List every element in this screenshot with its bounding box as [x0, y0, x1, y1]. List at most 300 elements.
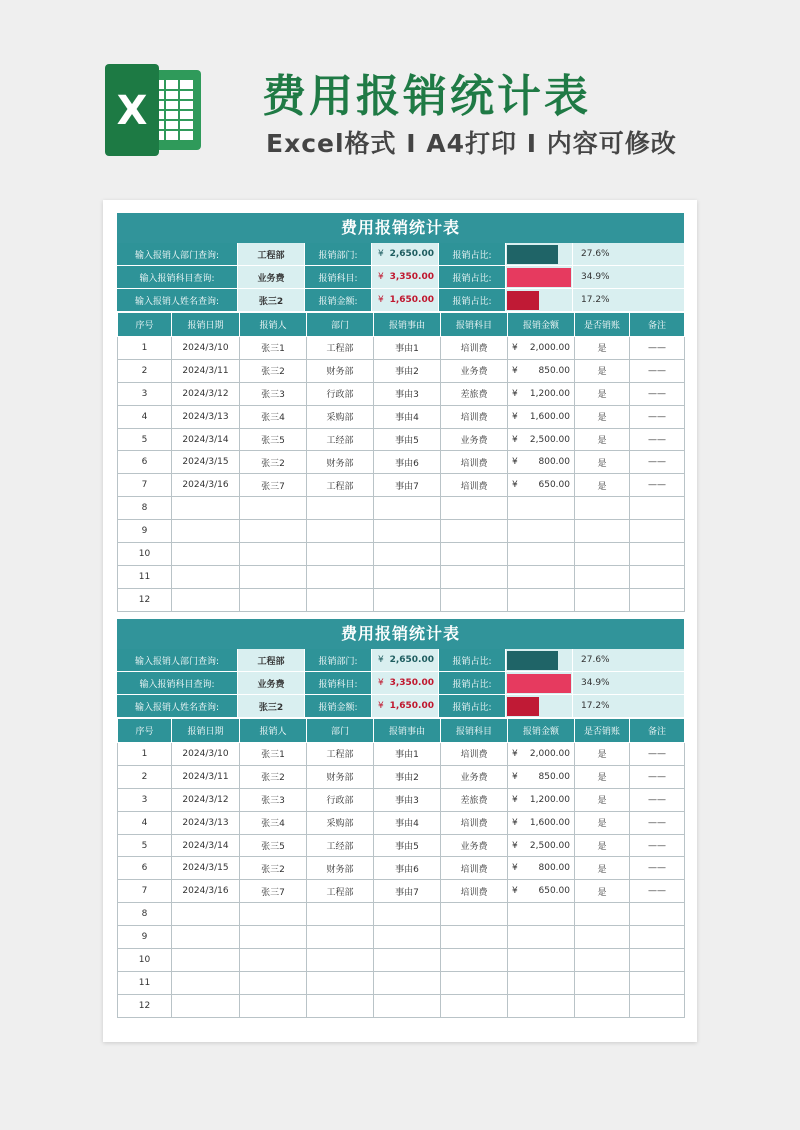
cell-date[interactable]	[172, 543, 240, 566]
query-input[interactable]: 张三2	[238, 695, 305, 717]
cell-amount[interactable]	[508, 834, 575, 857]
cell-settled[interactable]	[575, 520, 630, 543]
cell-note[interactable]: ——	[630, 359, 685, 382]
cell-date[interactable]	[172, 497, 240, 520]
cell-no[interactable]: 1	[118, 743, 172, 766]
ratio-label: 报销占比:	[439, 672, 506, 694]
cell-settled[interactable]: 是	[575, 811, 630, 834]
cell-no[interactable]: 5	[118, 834, 172, 857]
cell-date[interactable]: 2024/3/16	[172, 474, 240, 497]
cell-note[interactable]: ——	[630, 405, 685, 428]
cell-amount-value: 800.00	[538, 863, 570, 874]
ratio-bar	[507, 651, 558, 670]
cell-subject[interactable]: 业务费	[441, 359, 508, 382]
result-amount	[372, 289, 439, 311]
cell-amount[interactable]	[508, 971, 575, 994]
result-label: 报销部门:	[305, 649, 372, 671]
cell-date[interactable]: 2024/3/14	[172, 834, 240, 857]
currency-symbol: ¥	[378, 678, 384, 688]
cell-date[interactable]: 2024/3/11	[172, 765, 240, 788]
cell-amount[interactable]	[508, 474, 575, 497]
cell-dept[interactable]: 财务部	[307, 359, 374, 382]
cell-date[interactable]: 2024/3/15	[172, 857, 240, 880]
cell-reason[interactable]	[374, 926, 441, 949]
cell-note[interactable]	[630, 971, 685, 994]
cell-note[interactable]	[630, 926, 685, 949]
cell-settled[interactable]: 是	[575, 857, 630, 880]
cell-currency: ¥	[512, 771, 518, 782]
cell-date[interactable]	[172, 994, 240, 1017]
cell-reason[interactable]	[374, 903, 441, 926]
cell-note[interactable]	[630, 994, 685, 1017]
cell-settled[interactable]: 是	[575, 451, 630, 474]
cell-no[interactable]: 9	[118, 520, 172, 543]
cell-subject[interactable]: 培训费	[441, 743, 508, 766]
expense-sheet-1	[117, 213, 684, 612]
query-label: 输入报销人姓名查询:	[117, 289, 238, 311]
cell-currency: ¥	[512, 840, 518, 851]
expense-table	[117, 718, 685, 1018]
cell-person[interactable]	[240, 565, 307, 588]
table-row	[118, 543, 685, 566]
cell-note[interactable]: ——	[630, 428, 685, 451]
cell-no[interactable]: 10	[118, 543, 172, 566]
cell-no[interactable]: 9	[118, 926, 172, 949]
query-label: 输入报销人姓名查询:	[117, 695, 238, 717]
cell-dept[interactable]: 财务部	[307, 451, 374, 474]
cell-subject[interactable]	[441, 903, 508, 926]
cell-date[interactable]: 2024/3/13	[172, 811, 240, 834]
cell-reason[interactable]: 事由2	[374, 359, 441, 382]
cell-currency: ¥	[512, 434, 518, 445]
cell-amount[interactable]	[508, 359, 575, 382]
cell-dept[interactable]: 行政部	[307, 382, 374, 405]
cell-dept[interactable]	[307, 926, 374, 949]
cell-currency: ¥	[512, 480, 518, 491]
cell-person[interactable]: 张三5	[240, 834, 307, 857]
table-row	[118, 765, 685, 788]
cell-date[interactable]: 2024/3/13	[172, 405, 240, 428]
cell-dept[interactable]: 工程部	[307, 474, 374, 497]
cell-dept[interactable]: 工经部	[307, 428, 374, 451]
result-amount	[372, 649, 439, 671]
cell-date[interactable]	[172, 971, 240, 994]
cell-reason[interactable]: 事由7	[374, 474, 441, 497]
cell-settled[interactable]	[575, 565, 630, 588]
cell-subject[interactable]	[441, 565, 508, 588]
cell-person[interactable]: 张三3	[240, 788, 307, 811]
query-input[interactable]: 业务费	[238, 266, 305, 288]
query-row	[117, 649, 684, 672]
cell-amount[interactable]	[508, 857, 575, 880]
cell-no[interactable]: 10	[118, 949, 172, 972]
cell-dept[interactable]: 工程部	[307, 337, 374, 360]
cell-no[interactable]: 3	[118, 788, 172, 811]
cell-amount[interactable]	[508, 926, 575, 949]
cell-reason[interactable]	[374, 588, 441, 611]
cell-note[interactable]: ——	[630, 474, 685, 497]
cell-settled[interactable]: 是	[575, 428, 630, 451]
cell-amount-value: 1,200.00	[529, 388, 570, 399]
result-label: 报销科目:	[305, 672, 372, 694]
cell-note[interactable]	[630, 949, 685, 972]
table-row	[118, 428, 685, 451]
cell-subject[interactable]: 差旅费	[441, 382, 508, 405]
cell-reason[interactable]: 事由3	[374, 788, 441, 811]
cell-subject[interactable]: 培训费	[441, 451, 508, 474]
column-header: 部门	[307, 719, 374, 743]
cell-person[interactable]: 张三2	[240, 765, 307, 788]
cell-subject[interactable]	[441, 971, 508, 994]
cell-amount[interactable]	[508, 565, 575, 588]
cell-reason[interactable]: 事由5	[374, 428, 441, 451]
cell-amount[interactable]	[508, 903, 575, 926]
table-row	[118, 588, 685, 611]
cell-subject[interactable]	[441, 497, 508, 520]
ratio-label: 报销占比:	[439, 649, 506, 671]
cell-dept[interactable]: 工程部	[307, 743, 374, 766]
cell-settled[interactable]: 是	[575, 788, 630, 811]
cell-person[interactable]: 张三1	[240, 337, 307, 360]
cell-amount[interactable]	[508, 743, 575, 766]
cell-reason[interactable]	[374, 565, 441, 588]
cell-amount-value: 1,600.00	[529, 817, 570, 828]
cell-reason[interactable]: 事由7	[374, 880, 441, 903]
cell-date[interactable]	[172, 520, 240, 543]
column-header: 报销金额	[508, 313, 575, 337]
table-row	[118, 857, 685, 880]
cell-subject[interactable]: 培训费	[441, 337, 508, 360]
cell-no[interactable]: 4	[118, 405, 172, 428]
cell-dept[interactable]	[307, 588, 374, 611]
cell-amount-value: 1,200.00	[529, 794, 570, 805]
cell-reason[interactable]: 事由3	[374, 382, 441, 405]
cell-amount[interactable]	[508, 811, 575, 834]
table-row	[118, 382, 685, 405]
cell-reason[interactable]: 事由4	[374, 405, 441, 428]
cell-settled[interactable]: 是	[575, 405, 630, 428]
cell-currency: ¥	[512, 342, 518, 353]
query-input[interactable]: 工程部	[238, 649, 305, 671]
cell-dept[interactable]	[307, 971, 374, 994]
cell-person[interactable]: 张三4	[240, 405, 307, 428]
cell-reason[interactable]: 事由1	[374, 743, 441, 766]
cell-note[interactable]: ——	[630, 337, 685, 360]
cell-subject[interactable]: 培训费	[441, 405, 508, 428]
cell-settled[interactable]	[575, 588, 630, 611]
cell-currency: ¥	[512, 886, 518, 897]
cell-no[interactable]: 11	[118, 971, 172, 994]
cell-amount-value: 800.00	[538, 457, 570, 468]
cell-subject[interactable]	[441, 520, 508, 543]
cell-person[interactable]	[240, 926, 307, 949]
ratio-bar-cell	[506, 266, 573, 288]
cell-settled[interactable]	[575, 926, 630, 949]
excel-icon	[103, 64, 203, 156]
cell-amount[interactable]	[508, 765, 575, 788]
column-header: 备注	[630, 719, 685, 743]
cell-dept[interactable]: 采购部	[307, 405, 374, 428]
cell-subject[interactable]: 业务费	[441, 834, 508, 857]
cell-date[interactable]: 2024/3/10	[172, 743, 240, 766]
cell-date[interactable]: 2024/3/16	[172, 880, 240, 903]
cell-amount[interactable]	[508, 451, 575, 474]
cell-reason[interactable]: 事由6	[374, 857, 441, 880]
result-label: 报销部门:	[305, 243, 372, 265]
cell-subject[interactable]: 业务费	[441, 765, 508, 788]
cell-person[interactable]	[240, 520, 307, 543]
cell-currency: ¥	[512, 365, 518, 376]
cell-dept[interactable]	[307, 565, 374, 588]
cell-note[interactable]: ——	[630, 382, 685, 405]
cell-no[interactable]: 5	[118, 428, 172, 451]
cell-reason[interactable]	[374, 949, 441, 972]
cell-reason[interactable]: 事由2	[374, 765, 441, 788]
cell-date[interactable]	[172, 903, 240, 926]
cell-no[interactable]: 8	[118, 903, 172, 926]
cell-settled[interactable]	[575, 497, 630, 520]
table-row	[118, 926, 685, 949]
cell-subject[interactable]: 业务费	[441, 428, 508, 451]
sheet-title: 费用报销统计表	[117, 213, 684, 243]
cell-dept[interactable]: 财务部	[307, 765, 374, 788]
cell-amount[interactable]	[508, 588, 575, 611]
cell-note[interactable]	[630, 903, 685, 926]
cell-amount[interactable]	[508, 543, 575, 566]
cell-no[interactable]: 1	[118, 337, 172, 360]
cell-amount[interactable]	[508, 994, 575, 1017]
column-header: 部门	[307, 313, 374, 337]
cell-reason[interactable]	[374, 971, 441, 994]
cell-person[interactable]: 张三3	[240, 382, 307, 405]
table-row	[118, 994, 685, 1017]
cell-note[interactable]: ——	[630, 857, 685, 880]
cell-reason[interactable]: 事由6	[374, 451, 441, 474]
cell-no[interactable]: 11	[118, 565, 172, 588]
cell-note[interactable]: ——	[630, 788, 685, 811]
cell-subject[interactable]	[441, 994, 508, 1017]
cell-person[interactable]: 张三2	[240, 451, 307, 474]
query-label: 输入报销人部门查询:	[117, 243, 238, 265]
amount-value: 2,650.00	[389, 249, 434, 259]
cell-date[interactable]	[172, 565, 240, 588]
cell-reason[interactable]: 事由5	[374, 834, 441, 857]
cell-note[interactable]: ——	[630, 765, 685, 788]
cell-amount-value: 2,500.00	[529, 840, 570, 851]
cell-person[interactable]: 张三2	[240, 359, 307, 382]
cell-amount[interactable]	[508, 405, 575, 428]
cell-settled[interactable]: 是	[575, 834, 630, 857]
cell-date[interactable]: 2024/3/14	[172, 428, 240, 451]
cell-subject[interactable]	[441, 949, 508, 972]
query-row	[117, 672, 684, 695]
cell-date[interactable]: 2024/3/12	[172, 382, 240, 405]
currency-symbol: ¥	[378, 249, 384, 259]
cell-amount-value: 2,000.00	[529, 748, 570, 759]
cell-dept[interactable]: 采购部	[307, 811, 374, 834]
cell-dept[interactable]: 工程部	[307, 880, 374, 903]
amount-value: 2,650.00	[389, 655, 434, 665]
cell-no[interactable]: 8	[118, 497, 172, 520]
cell-person[interactable]: 张三7	[240, 474, 307, 497]
cell-amount-value: 650.00	[538, 886, 570, 897]
cell-note[interactable]	[630, 588, 685, 611]
cell-note[interactable]: ——	[630, 451, 685, 474]
column-header: 报销人	[240, 719, 307, 743]
cell-subject[interactable]: 培训费	[441, 880, 508, 903]
cell-dept[interactable]: 财务部	[307, 857, 374, 880]
table-header-row	[118, 719, 685, 743]
cell-subject[interactable]	[441, 588, 508, 611]
cell-subject[interactable]: 培训费	[441, 811, 508, 834]
query-row	[117, 243, 684, 266]
cell-date[interactable]	[172, 926, 240, 949]
query-label: 输入报销科目查询:	[117, 266, 238, 288]
cell-subject[interactable]: 培训费	[441, 857, 508, 880]
column-header: 报销科目	[441, 313, 508, 337]
cell-no[interactable]: 7	[118, 474, 172, 497]
cell-dept[interactable]	[307, 949, 374, 972]
cell-person[interactable]	[240, 903, 307, 926]
cell-amount[interactable]	[508, 337, 575, 360]
ratio-bar	[507, 268, 571, 287]
cell-note[interactable]: ——	[630, 880, 685, 903]
cell-amount[interactable]	[508, 520, 575, 543]
column-header: 报销人	[240, 313, 307, 337]
cell-person[interactable]: 张三1	[240, 743, 307, 766]
cell-settled[interactable]	[575, 949, 630, 972]
cell-subject[interactable]: 培训费	[441, 474, 508, 497]
cell-note[interactable]: ——	[630, 743, 685, 766]
cell-no[interactable]: 2	[118, 359, 172, 382]
cell-amount[interactable]	[508, 428, 575, 451]
table-row	[118, 565, 685, 588]
cell-settled[interactable]: 是	[575, 359, 630, 382]
cell-dept[interactable]	[307, 497, 374, 520]
cell-dept[interactable]: 工经部	[307, 834, 374, 857]
cell-dept[interactable]: 行政部	[307, 788, 374, 811]
cell-no[interactable]: 4	[118, 811, 172, 834]
cell-no[interactable]: 2	[118, 765, 172, 788]
cell-reason[interactable]: 事由4	[374, 811, 441, 834]
cell-reason[interactable]: 事由1	[374, 337, 441, 360]
cell-amount[interactable]	[508, 497, 575, 520]
cell-subject[interactable]	[441, 543, 508, 566]
cell-settled[interactable]: 是	[575, 743, 630, 766]
query-input[interactable]: 工程部	[238, 243, 305, 265]
cell-dept[interactable]	[307, 903, 374, 926]
cell-date[interactable]	[172, 588, 240, 611]
cell-person[interactable]: 张三2	[240, 857, 307, 880]
amount-value: 3,350.00	[389, 272, 434, 282]
expense-table	[117, 312, 685, 612]
cell-note[interactable]	[630, 497, 685, 520]
cell-person[interactable]	[240, 949, 307, 972]
table-row	[118, 474, 685, 497]
cell-amount[interactable]	[508, 382, 575, 405]
cell-date[interactable]: 2024/3/15	[172, 451, 240, 474]
cell-no[interactable]: 12	[118, 994, 172, 1017]
cell-subject[interactable]	[441, 926, 508, 949]
cell-settled[interactable]: 是	[575, 474, 630, 497]
cell-settled[interactable]: 是	[575, 880, 630, 903]
cell-note[interactable]	[630, 565, 685, 588]
cell-no[interactable]: 6	[118, 857, 172, 880]
query-input[interactable]: 张三2	[238, 289, 305, 311]
result-amount	[372, 672, 439, 694]
cell-amount[interactable]	[508, 880, 575, 903]
cell-date[interactable]: 2024/3/11	[172, 359, 240, 382]
ratio-label: 报销占比:	[439, 243, 506, 265]
cell-no[interactable]: 7	[118, 880, 172, 903]
cell-amount[interactable]	[508, 949, 575, 972]
cell-settled[interactable]: 是	[575, 765, 630, 788]
cell-note[interactable]	[630, 543, 685, 566]
column-header: 是否销账	[575, 313, 630, 337]
cell-person[interactable]	[240, 994, 307, 1017]
cell-date[interactable]: 2024/3/12	[172, 788, 240, 811]
page-subtitle: Excel格式 I A4打印 I 内容可修改	[266, 129, 677, 158]
ratio-percent: 17.2%	[573, 695, 684, 717]
cell-no[interactable]: 6	[118, 451, 172, 474]
cell-no[interactable]: 12	[118, 588, 172, 611]
cell-dept[interactable]	[307, 994, 374, 1017]
query-input[interactable]: 业务费	[238, 672, 305, 694]
cell-reason[interactable]	[374, 994, 441, 1017]
ratio-bar	[507, 291, 539, 310]
cell-reason[interactable]	[374, 497, 441, 520]
cell-person[interactable]: 张三7	[240, 880, 307, 903]
cell-amount[interactable]	[508, 788, 575, 811]
cell-settled[interactable]: 是	[575, 337, 630, 360]
cell-person[interactable]	[240, 971, 307, 994]
cell-note[interactable]	[630, 520, 685, 543]
cell-subject[interactable]: 差旅费	[441, 788, 508, 811]
cell-person[interactable]	[240, 497, 307, 520]
cell-person[interactable]: 张三5	[240, 428, 307, 451]
cell-person[interactable]	[240, 543, 307, 566]
cell-currency: ¥	[512, 411, 518, 422]
banner	[0, 0, 800, 200]
cell-settled[interactable]	[575, 994, 630, 1017]
query-row	[117, 289, 684, 312]
cell-no[interactable]: 3	[118, 382, 172, 405]
cell-person[interactable]	[240, 588, 307, 611]
cell-settled[interactable]	[575, 543, 630, 566]
cell-date[interactable]	[172, 949, 240, 972]
expense-sheet-2	[117, 619, 684, 1018]
table-row	[118, 337, 685, 360]
cell-settled[interactable]	[575, 971, 630, 994]
cell-reason[interactable]	[374, 543, 441, 566]
cell-note[interactable]: ——	[630, 834, 685, 857]
result-amount	[372, 266, 439, 288]
cell-person[interactable]: 张三4	[240, 811, 307, 834]
cell-note[interactable]: ——	[630, 811, 685, 834]
cell-dept[interactable]	[307, 520, 374, 543]
cell-settled[interactable]: 是	[575, 382, 630, 405]
cell-date[interactable]: 2024/3/10	[172, 337, 240, 360]
cell-dept[interactable]	[307, 543, 374, 566]
ratio-bar	[507, 697, 539, 716]
sheet-title: 费用报销统计表	[117, 619, 684, 649]
cell-settled[interactable]	[575, 903, 630, 926]
ratio-bar-cell	[506, 243, 573, 265]
cell-amount-value: 850.00	[538, 771, 570, 782]
query-label: 输入报销人部门查询:	[117, 649, 238, 671]
result-amount	[372, 695, 439, 717]
cell-reason[interactable]	[374, 520, 441, 543]
